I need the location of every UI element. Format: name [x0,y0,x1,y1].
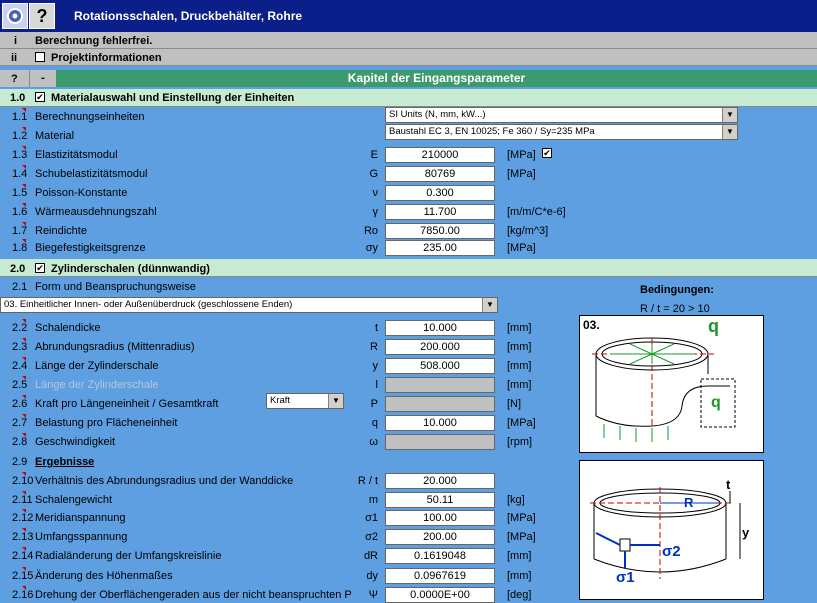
unit-label: [mm] [507,341,532,353]
row-label: Änderung des Höhenmaßes [35,570,173,582]
unit-label: [rpm] [507,436,533,448]
row-symbol: σy [365,242,378,254]
value-field[interactable]: 0.0000E+00 [385,587,495,603]
units-select-value: SI Units (N, mm, kW...) [389,109,486,120]
row-number: 1.8 [12,242,28,254]
material-select[interactable] [385,124,738,140]
row-label: Umfangsspannung [35,531,128,543]
row-number: 2.1 [12,281,28,293]
load-type-select-value: 03. Einheitlicher Innen- oder Außenüberdruck (geschlossene Enden) [4,299,293,310]
row-label: Geschwindigkeit [35,436,116,448]
row-number: 2.3 [12,341,28,353]
loading-diagram [579,315,764,453]
row-id: ii [11,52,18,64]
row-label: Abrundungsradius (Mittenradius) [35,341,195,353]
row-number: 2.11 [12,494,33,506]
material-select-value: Baustahl EC 3, EN 10025; Fe 360 / Sy=235 MPa [389,126,595,137]
row-label: Reindichte [35,225,87,237]
row-label: Länge der Zylinderschale [35,360,159,372]
project-info-label: Projektinformationen [51,52,162,64]
row-label: Länge der Zylinderschale [35,379,159,391]
value-field[interactable]: 50.11 [385,492,495,508]
row-symbol: q [371,417,378,429]
row-number: 2.9 [12,456,28,468]
chevron-down-icon[interactable]: ▼ [482,298,497,312]
row-symbol: Ro [363,225,378,237]
gear-app-icon[interactable] [2,3,28,29]
row-number: 2.4 [12,360,28,372]
section-title: Zylinderschalen (dünnwandig) [51,263,210,275]
row-label: Meridianspannung [35,512,126,524]
row-symbol: R [370,341,378,353]
row-symbol: l [375,379,378,391]
chevron-down-icon[interactable]: ▼ [328,394,343,408]
thickness-label: t [726,477,731,492]
row-symbol: P [370,398,378,410]
value-field [385,377,495,393]
row-label: Poisson-Konstante [35,187,128,199]
diagram-code: 03. [583,318,600,332]
hoop-stress-label: σ2 [662,543,681,560]
row-label: Berechnungseinheiten [35,111,145,123]
section-number: 2.0 [10,263,26,275]
row-number: 2.12 [12,512,34,524]
row-symbol: E [370,149,378,161]
row-number: 2.10 [12,475,34,487]
value-field[interactable]: 0.0967619 [385,568,495,584]
value-field[interactable]: 210000 [385,147,495,163]
row-number: 2.6 [12,398,28,410]
unit-label: [kg] [507,494,525,506]
row-symbol: ν [372,187,378,199]
value-field[interactable]: 200.00 [385,529,495,545]
unit-label: [N] [507,398,522,410]
section-number: 1.0 [10,92,26,104]
row-symbol: ω [369,436,378,448]
row-label: Kraft pro Längeneinheit / Gesamtkraft [35,398,219,410]
results-title: Ergebnisse [35,456,95,468]
row-symbol: dy [366,570,378,582]
row-number: 1.2 [12,130,28,142]
stress-drawing [580,461,763,599]
unit-label: [MPa] [507,512,536,524]
row-number: 2.15 [12,570,34,582]
row-number: 1.1 [12,111,28,123]
unit-label: [MPa] [507,168,536,180]
value-field[interactable]: 100.00 [385,510,495,526]
value-field[interactable]: 7850.00 [385,223,495,239]
row-number: 1.4 [12,168,28,180]
section-title: Materialauswahl und Einstellung der Einheiten [51,92,295,104]
unit-label: [mm] [507,550,532,562]
row-symbol: y [372,360,378,372]
unit-label: [MPa] [507,531,536,543]
conditions-title: Bedingungen: [640,284,714,296]
window-title: Rotationsschalen, Druckbehälter, Rohre [74,9,303,23]
row-label: Elastizitätsmodul [35,149,118,161]
row-symbol: R / t [357,475,378,487]
row-number: 2.7 [12,417,28,429]
value-field[interactable]: 10.000 [385,415,495,431]
row-symbol: σ1 [365,512,378,524]
unit-label: [mm] [507,360,532,372]
stress-diagram [579,460,764,600]
row-number: 1.6 [12,206,28,218]
row-label: Verhältnis des Abrundungsradius und der Wanddicke [35,475,294,487]
status-text: Berechnung fehlerfrei. [35,35,153,47]
cylinder-drawing [580,316,763,452]
unit-label: [mm] [507,322,532,334]
value-field [385,434,495,450]
section-cylinder-checkbox[interactable]: ✔ [36,263,44,273]
row-symbol: dR [363,550,378,562]
row-symbol: σ2 [365,531,378,543]
units-select[interactable] [385,107,738,123]
value-field[interactable]: 80769 [385,166,495,182]
unit-label: [MPa] [507,149,536,161]
row-number: 2.14 [12,550,34,562]
chevron-down-icon[interactable]: ▼ [722,108,737,122]
row-label: Schalendicke [35,322,101,334]
row-label: Biegefestigkeitsgrenze [35,242,146,254]
row-label: Schalengewicht [35,494,113,506]
collapse-button[interactable]: - [29,70,56,87]
row-number: 2.13 [12,531,34,543]
row-label: Form und Beanspruchungsweise [35,281,196,293]
value-field[interactable]: 11.700 [385,204,495,220]
row-label: Radialänderung der Umfangskreislinie [35,550,222,562]
row-number: 2.8 [12,436,28,448]
row-label: Material [35,130,75,142]
help-button[interactable]: ? [29,3,55,29]
row-number: 2.5 [12,379,28,391]
unit-label: [mm] [507,570,532,582]
force-type-select-value: Kraft [270,395,291,406]
meridian-stress-label: σ1 [616,569,635,586]
unit-label: [MPa] [507,242,536,254]
row-number: 1.5 [12,187,28,199]
row-label: Belastung pro Flächeneinheit [35,417,178,429]
row-number: 2.2 [12,322,28,334]
chapter-help-label: ? [11,73,18,85]
row-symbol: m [368,494,378,506]
row-label: Drehung der Oberflächengeraden aus der nicht beanspruchten P [35,589,352,601]
unit-label: [MPa] [507,417,536,429]
row-label: Wärmeausdehnungszahl [35,206,157,218]
row-symbol: G [369,168,378,180]
section-materials-checkbox[interactable]: ✔ [36,92,44,102]
conditions-text: R / t = 20 > 10 [640,303,710,315]
unit-label: [mm] [507,379,532,391]
radius-label: R [684,495,694,510]
value-field[interactable]: 20.000 [385,473,495,489]
side-pressure-label: q [711,394,721,411]
value-field[interactable]: 10.000 [385,320,495,336]
value-field[interactable]: 0.300 [385,185,495,201]
pressure-label: q [708,316,719,336]
row-number: 1.7 [12,225,28,237]
value-field[interactable]: 0.1619048 [385,548,495,564]
row-symbol: γ [372,206,378,218]
row-number: 2.16 [12,589,34,601]
value-field[interactable]: 200.000 [385,339,495,355]
project-info-checkbox[interactable] [35,52,45,62]
row-symbol: t [374,322,378,334]
e-modulus-checkbox[interactable]: ✔ [543,148,551,158]
value-field[interactable]: 508.000 [385,358,495,374]
row-symbol: Ψ [368,589,378,601]
unit-label: [m/m/C*e-6] [507,206,566,218]
load-type-select[interactable] [0,297,498,313]
chevron-down-icon[interactable]: ▼ [722,125,737,139]
row-number: 1.3 [12,149,28,161]
height-label: y [742,525,750,540]
unit-label: [kg/m^3] [507,225,549,237]
row-label: Schubelastizitätsmodul [35,168,148,180]
unit-label: [deg] [507,589,532,601]
value-field [385,396,495,412]
row-id: i [14,35,18,47]
force-type-select[interactable] [266,393,344,409]
chapter-title: Kapitel der Eingangsparameter [56,70,817,87]
value-field[interactable]: 235.00 [385,240,495,256]
